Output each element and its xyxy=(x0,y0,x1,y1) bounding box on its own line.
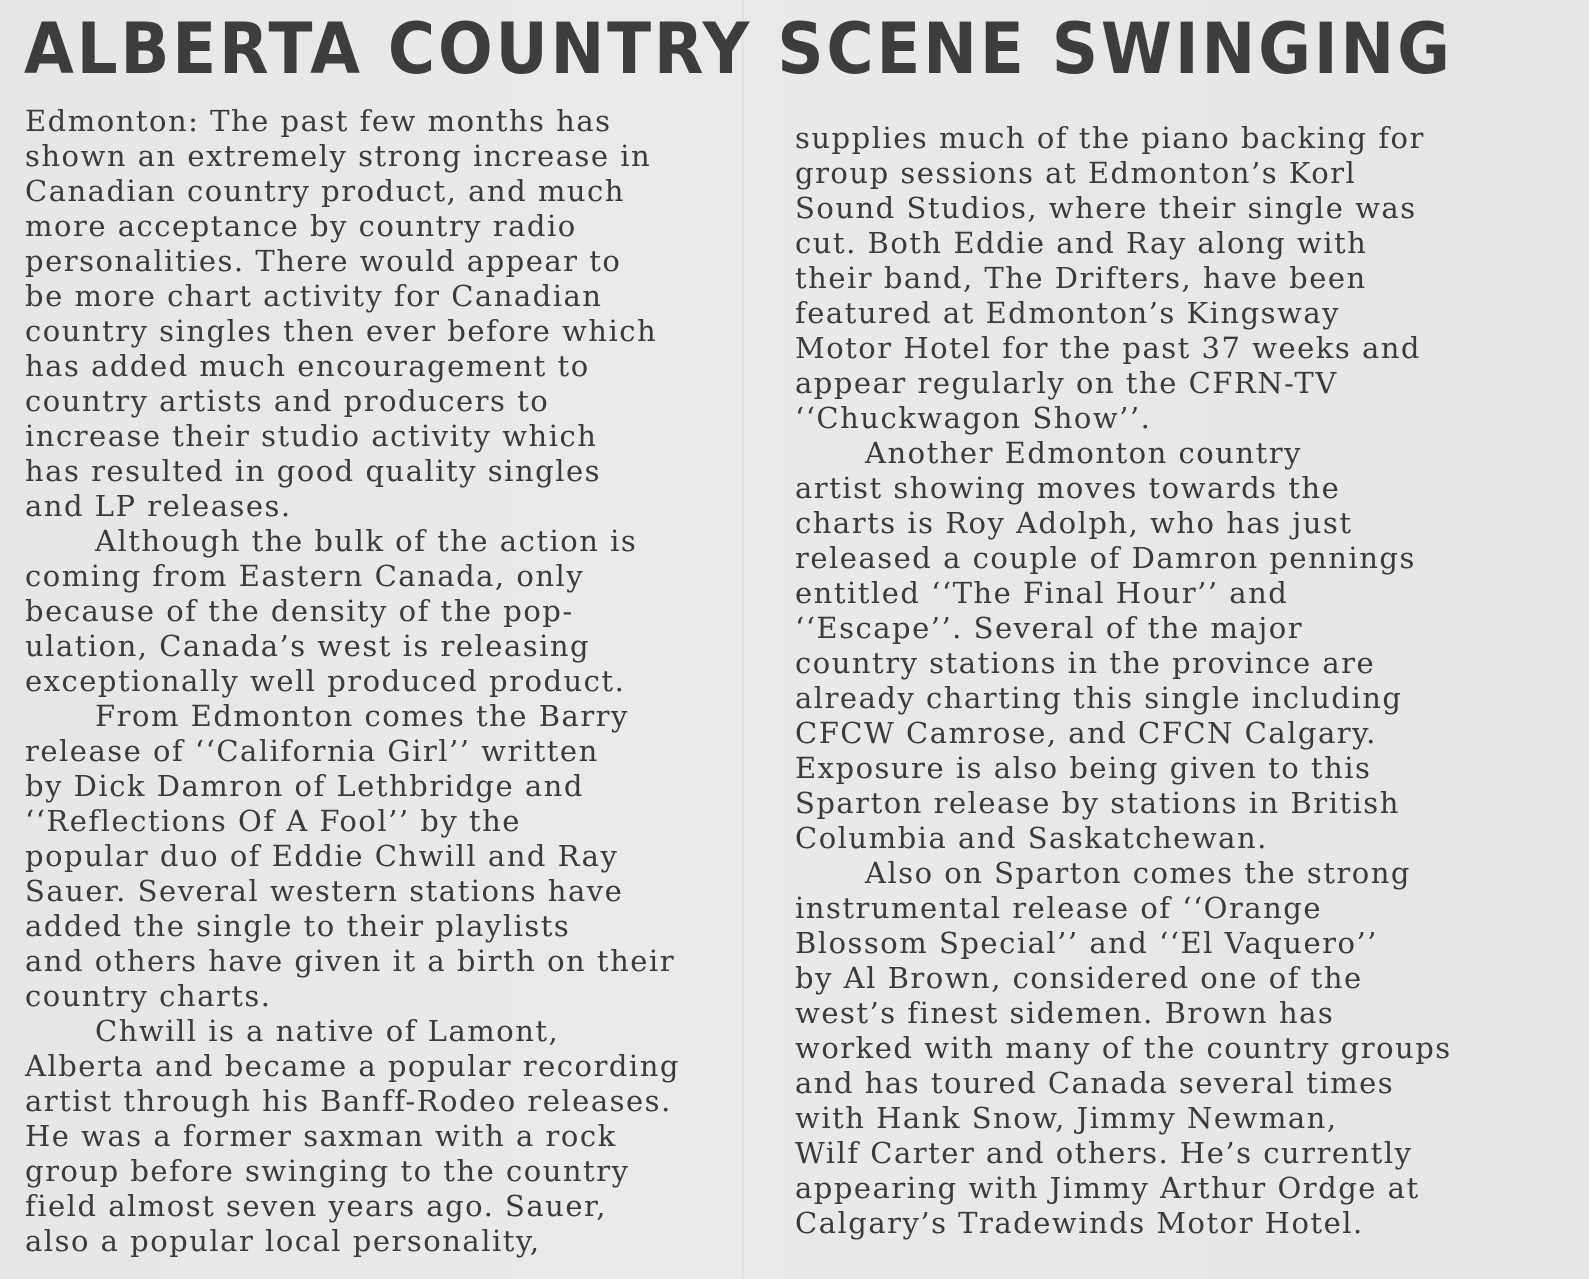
text-line: featured at Edmonton’s Kingsway xyxy=(795,296,1341,330)
text-line: and others have given it a birth on their xyxy=(25,944,676,978)
text-line: supplies much of the piano backing for xyxy=(795,121,1425,155)
text-line: also a popular local personality, xyxy=(25,1224,541,1258)
text-line: Sparton release by stations in British xyxy=(795,786,1400,820)
text-line: Calgary’s Tradewinds Motor Hotel. xyxy=(795,1206,1364,1240)
text-line: personalities. There would appear to xyxy=(25,244,622,278)
text-line: by Dick Damron of Lethbridge and xyxy=(25,769,584,803)
text-line: Canadian country product, and much xyxy=(25,174,625,208)
text-line: country artists and producers to xyxy=(25,384,550,418)
text-line: released a couple of Damron pennings xyxy=(795,541,1416,575)
text-line: artist showing moves towards the xyxy=(795,471,1341,505)
text-line: Wilf Carter and others. He’s currently xyxy=(795,1136,1413,1170)
text-line: appearing with Jimmy Arthur Ordge at xyxy=(795,1171,1420,1205)
text-line: has resulted in good quality singles xyxy=(25,454,602,488)
text-line: ‘‘Escape’’. Several of the major xyxy=(795,611,1304,645)
text-line: artist through his Banff-Rodeo releases. xyxy=(25,1084,672,1118)
text-line: already charting this single including xyxy=(795,681,1403,715)
text-line: shown an extremely strong increase in xyxy=(25,139,652,173)
text-line: ‘‘Chuckwagon Show’’. xyxy=(795,401,1152,435)
text-line: Motor Hotel for the past 37 weeks and xyxy=(795,331,1421,365)
text-line: group sessions at Edmonton’s Korl xyxy=(795,156,1357,190)
text-line: charts is Roy Adolph, who has just xyxy=(795,506,1353,540)
text-line: increase their studio activity which xyxy=(25,419,598,453)
text-line: instrumental release of ‘‘Orange xyxy=(795,891,1322,925)
text-line: group before swinging to the country xyxy=(25,1154,630,1188)
text-line: their band, The Drifters, have been xyxy=(795,261,1367,295)
text-line: Although the bulk of the action is xyxy=(95,524,638,558)
text-line: Edmonton: The past few months has xyxy=(25,104,612,138)
article-column-right xyxy=(795,121,1452,1241)
text-line: Alberta and became a popular recording xyxy=(25,1049,680,1083)
text-line: field almost seven years ago. Sauer, xyxy=(25,1189,607,1223)
text-line: worked with many of the country groups xyxy=(795,1031,1452,1065)
paper-fold-crease xyxy=(742,0,744,1279)
text-line: Sauer. Several western stations have xyxy=(25,874,624,908)
article-column-left xyxy=(25,104,680,1259)
text-line: Sound Studios, where their single was xyxy=(795,191,1417,225)
text-line: CFCW Camrose, and CFCN Calgary. xyxy=(795,716,1377,750)
text-line: ulation, Canada’s west is releasing xyxy=(25,629,591,663)
text-line: release of ‘‘California Girl’’ written xyxy=(25,734,599,768)
text-line: country stations in the province are xyxy=(795,646,1376,680)
text-line: popular duo of Eddie Chwill and Ray xyxy=(25,839,619,873)
text-line: entitled ‘‘The Final Hour’’ and xyxy=(795,576,1289,610)
text-line: Blossom Special’’ and ‘‘El Vaquero’’ xyxy=(795,926,1378,960)
text-line: Another Edmonton country xyxy=(865,436,1302,470)
text-line: country charts. xyxy=(25,979,272,1013)
text-line: cut. Both Eddie and Ray along with xyxy=(795,226,1368,260)
text-line: Exposure is also being given to this xyxy=(795,751,1372,785)
text-line: Chwill is a native of Lamont, xyxy=(95,1014,560,1048)
text-line: exceptionally well produced product. xyxy=(25,664,626,698)
text-line: west’s finest sidemen. Brown has xyxy=(795,996,1335,1030)
text-line: ‘‘Reflections Of A Fool’’ by the xyxy=(25,804,521,838)
text-line: coming from Eastern Canada, only xyxy=(25,559,585,593)
text-line: be more chart activity for Canadian xyxy=(25,279,603,313)
text-line: more acceptance by country radio xyxy=(25,209,577,243)
text-line: country singles then ever before which xyxy=(25,314,658,348)
text-line: and LP releases. xyxy=(25,489,292,523)
text-line: with Hank Snow, Jimmy Newman, xyxy=(795,1101,1338,1135)
text-line: because of the density of the pop- xyxy=(25,594,574,628)
text-line: added the single to their playlists xyxy=(25,909,571,943)
text-line: Columbia and Saskatchewan. xyxy=(795,821,1268,855)
text-line: From Edmonton comes the Barry xyxy=(95,699,629,733)
text-line: and has toured Canada several times xyxy=(795,1066,1395,1100)
text-line: has added much encouragement to xyxy=(25,349,590,383)
text-line: by Al Brown, considered one of the xyxy=(795,961,1363,995)
text-line: Also on Sparton comes the strong xyxy=(865,856,1411,890)
article-headline: ALBERTA COUNTRY SCENE SWINGING xyxy=(24,8,1453,90)
text-line: He was a former saxman with a rock xyxy=(25,1119,617,1153)
text-line: appear regularly on the CFRN-TV xyxy=(795,366,1338,400)
